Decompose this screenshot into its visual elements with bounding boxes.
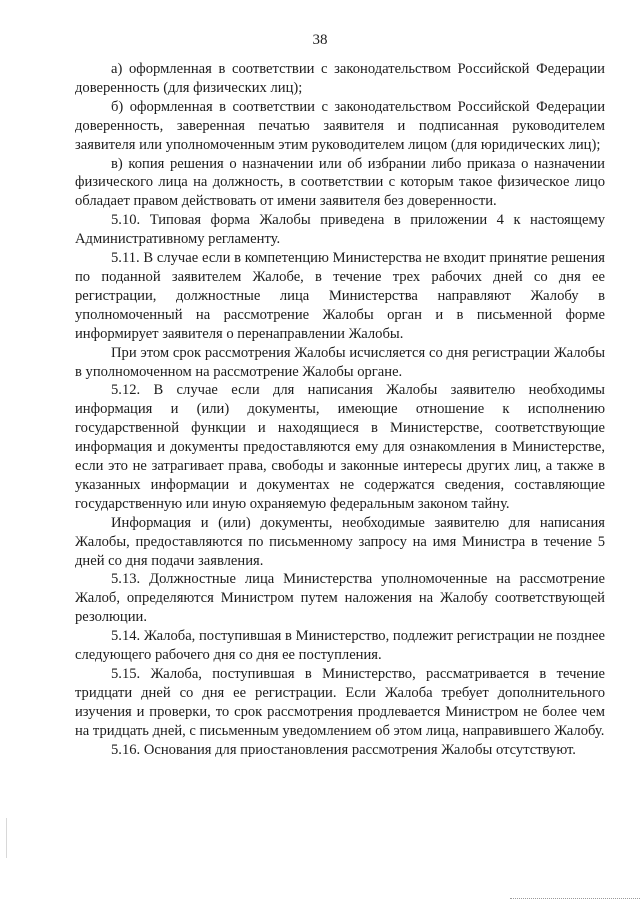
paragraph-5-14: 5.14. Жалоба, поступившая в Министерство, подлежит регистрации не позднее следующего рабочего дня со дня ее поступления. [75,628,605,664]
paragraph-5-12-continuation: Информация и (или) документы, необходимые заявителю для написания Жалобы, предоставляются по письменному запросу на имя Министра в течение 5 дней со дня подачи заявления. [75,514,605,569]
paragraph-5-10: 5.10. Типовая форма Жалобы приведена в приложении 4 к настоящему Административному регламенту. [75,212,605,248]
paragraph-item-a: а) оформленная в соответствии с законодательством Российской Федерации доверенность (для физических лиц); [75,61,605,96]
paragraph-5-15: 5.15. Жалоба, поступившая в Министерство, рассматривается в течение тридцати дней со дня ее регистрации. Если Жалоба требует дополнительного изучения и проверки, то срок рассмотрения продлевается Министром не более чем на тридцать дней, с письменным уведомлением об этом лица, направившего Жалобу. [75,666,605,739]
scan-bottom-mark [510,898,640,901]
paragraph-item-b: б) оформленная в соответствии с законодательством Российской Федерации доверенность, заверенная печатью заявителя и подписанная руководителем заявителя или уполномоченным этим руководителем лицом (для юридических лиц); [75,98,605,153]
page-number: 38 [312,32,328,48]
scan-edge-mark [6,818,7,858]
document-body [75,60,605,760]
paragraph-5-13: 5.13. Должностные лица Министерства уполномоченные на рассмотрение Жалоб, определяются Министром путем наложения на Жалобу соответствующей резолюции. [75,571,605,626]
paragraph-5-11-continuation: При этом срок рассмотрения Жалобы исчисляется со дня регистрации Жалобы в уполномоченном на рассмотрение Жалобы органе. [75,344,605,380]
paragraph-item-v: в) копия решения о назначении или об избрании либо приказа о назначении физического лица на должность, в соответствии с которым такое физическое лицо обладает правом действовать от имени заявителя без доверенности. [75,155,605,210]
paragraph-5-12: 5.12. В случае если для написания Жалобы заявителю необходимы информация и (или) документы, имеющие отношение к исполнению государственной функции и находящиеся в Министерстве, соответствующие информация и документы предоставляются ему для ознакомления в Министерстве, если это не затрагивает права, свободы и законные интересы других лиц, а также в указанных информации и документах не содержатся сведения, составляющие государственную или иную охраняемую федеральным законом тайну. [75,382,605,512]
paragraph-5-11: 5.11. В случае если в компетенцию Министерства не входит принятие решения по поданной заявителем Жалобе, в течение трех рабочих дней со дня ее регистрации, должностные лица Министерства направляют Жалобу в уполномоченный на рассмотрение Жалобы орган и в письменной форме информирует заявителя о перенаправлении Жалобы. [75,250,605,342]
paragraph-5-16: 5.16. Основания для приостановления рассмотрения Жалобы отсутствуют. [111,741,576,758]
